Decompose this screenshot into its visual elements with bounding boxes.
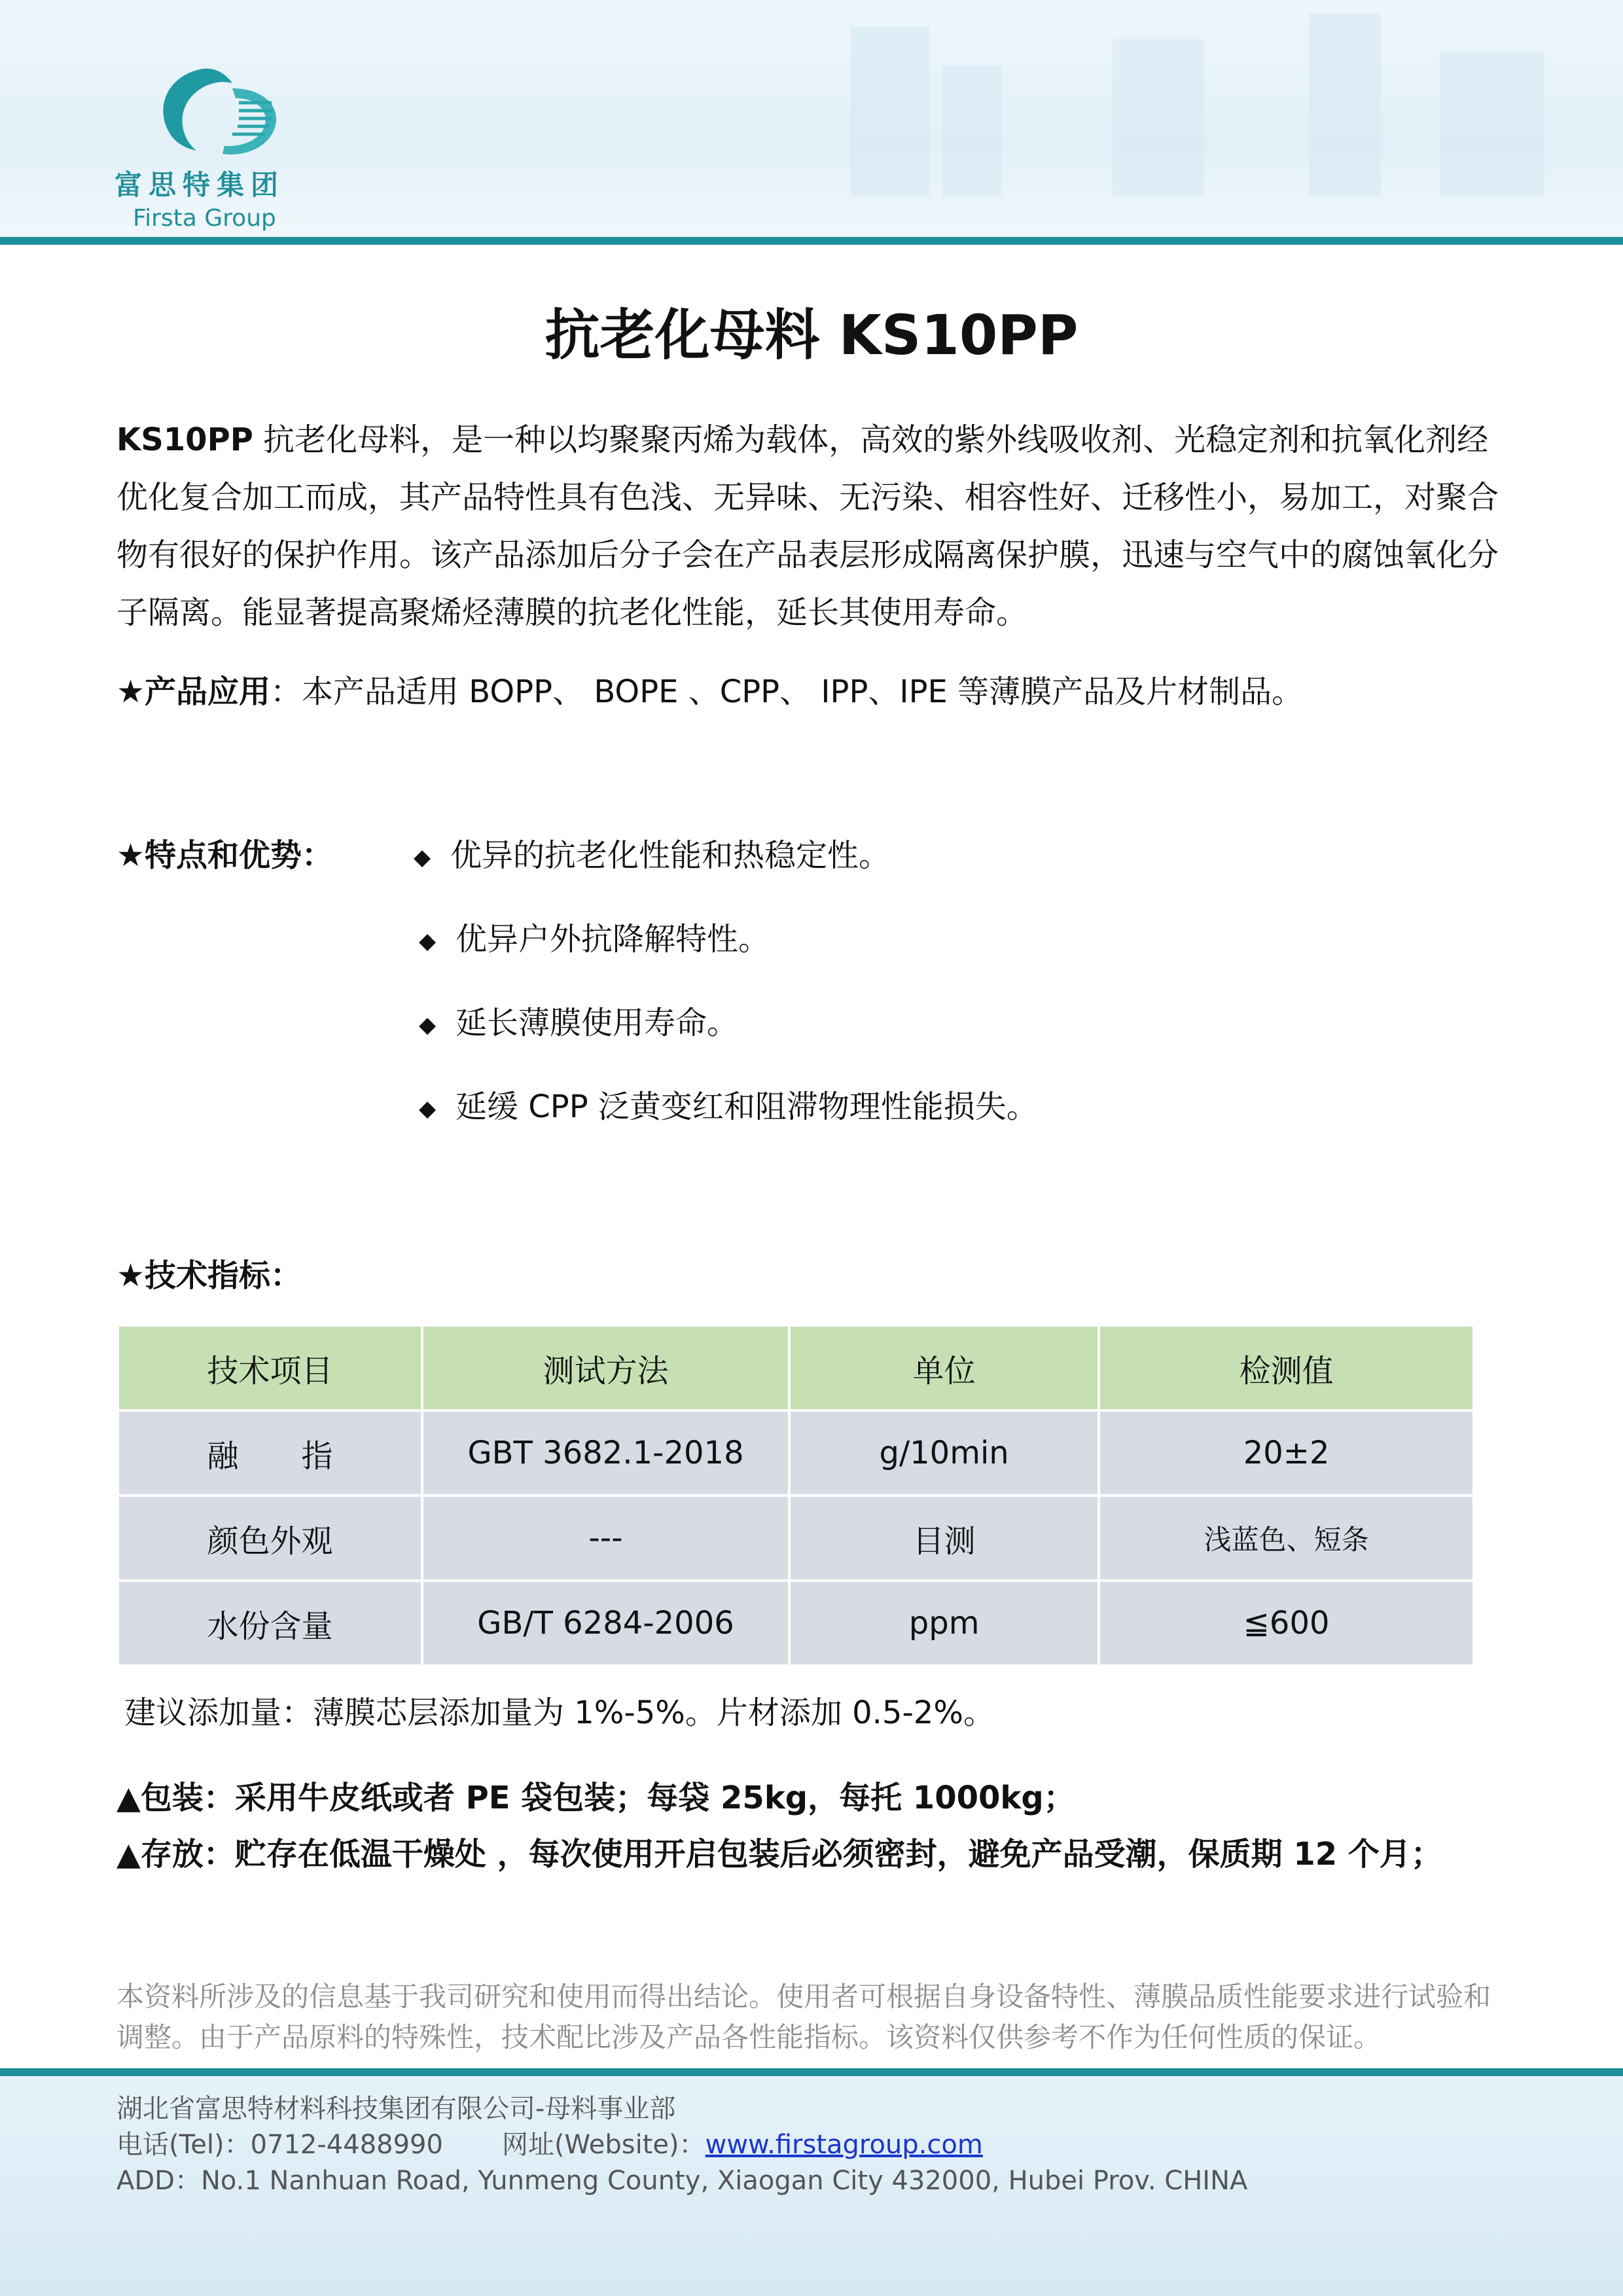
table-cell: 20±2 — [1099, 1410, 1474, 1496]
footer-company: 湖北省富思特材料科技集团有限公司-母料事业部 — [116, 2094, 676, 2124]
disclaimer-text: 本资料所涉及的信息基于我司研究和使用而得出结论。使用者可根据自身设备特性、薄膜品质性能要求进行试验和调整。由于产品原料的特殊性，技术配比涉及产品各性能指标。该资料仅供参考不作为任何性质的保证。 — [116, 1981, 1491, 2053]
logo-chinese-name: 富思特集团 — [115, 169, 285, 201]
diamond-bullet-icon: ◆ — [419, 1012, 437, 1038]
background-building-decoration — [1440, 52, 1544, 196]
product-code: KS10PP — [116, 422, 253, 458]
logo-english-name: Firsta Group — [133, 205, 276, 232]
footer-divider — [0, 2068, 1623, 2076]
dosage-recommendation: 建议添加量：薄膜芯层添加量为 1%-5%。片材添加 0.5-2%。 — [124, 1695, 995, 1731]
column-header: 检测值 — [1099, 1325, 1474, 1410]
features-label: ★特点和优势： — [116, 837, 334, 874]
table-cell: 水份含量 — [118, 1581, 422, 1666]
footer-contact — [116, 2124, 983, 2161]
website-link[interactable]: www.firstagroup.com — [705, 2130, 983, 2160]
table-cell: 颜色外观 — [118, 1496, 422, 1581]
footer-tel: 电话(Tel)：0712-4488990 — [116, 2130, 443, 2160]
firsta-logo-icon — [141, 62, 311, 167]
background-building-decoration — [1309, 13, 1381, 196]
intro-text: 抗老化母料，是一种以均聚聚丙烯为载体，高效的紫外线吸收剂、光稳定剂和抗氧化剂经优化复合加工而成，其产品特性具有色浅、无异味、无污染、相容性好、迁移性小，易加工，对聚合物有很好的保护作用。该产品添加后分子会在产品表层形成隔离保护膜，迅速与空气中的腐蚀氧化分子隔离。能显著提高聚烯烃薄膜的抗老化性能，延长其使用寿命。 — [116, 422, 1499, 631]
spec-table-header — [118, 1325, 1474, 1410]
feature-item: ◆ 延缓 CPP 泛黄变红和阻滞物理性能损失。 — [419, 1088, 1038, 1125]
table-cell: g/10min — [789, 1410, 1099, 1496]
specs-label: ★技术指标： — [116, 1257, 302, 1294]
background-building-decoration — [1113, 39, 1204, 196]
table-row — [118, 1410, 1474, 1496]
background-building-decoration — [851, 26, 929, 196]
diamond-bullet-icon: ◆ — [419, 1096, 437, 1122]
footer-address: ADD：No.1 Nanhuan Road, Yunmeng County, Xiaogan City 432000, Hubei Prov. CHINA — [116, 2166, 1248, 2196]
table-cell: 融 指 — [118, 1410, 422, 1496]
packaging-info: ▲包装：采用牛皮纸或者 PE 袋包装；每袋 25kg，每托 1000kg； — [116, 1780, 1075, 1816]
spec-table — [116, 1324, 1475, 1667]
column-header: 单位 — [789, 1325, 1099, 1410]
table-cell: ≦600 — [1099, 1581, 1474, 1666]
background-building-decoration — [942, 65, 1001, 196]
column-header: 测试方法 — [422, 1325, 789, 1410]
column-header: 技术项目 — [118, 1325, 422, 1410]
table-row — [118, 1496, 1474, 1581]
company-logo — [115, 62, 317, 239]
diamond-bullet-icon: ◆ — [414, 844, 431, 870]
diamond-bullet-icon: ◆ — [419, 928, 437, 954]
header-divider — [0, 237, 1623, 245]
page-header — [0, 0, 1623, 242]
table-row — [118, 1581, 1474, 1666]
storage-info: ▲存放：贮存在低温干燥处 ，每次使用开启包装后必须密封，避免产品受潮，保质期 12 个月； — [116, 1836, 1442, 1873]
application-line — [116, 666, 1303, 711]
application-text: ：本产品适用 BOPP、 BOPE 、CPP、 IPP、IPE 等薄膜产品及片材制品。 — [270, 673, 1304, 710]
table-cell: GB/T 6284-2006 — [422, 1581, 789, 1666]
application-label: ★产品应用 — [116, 673, 271, 710]
table-cell: ppm — [789, 1581, 1099, 1666]
table-cell: 目测 — [789, 1496, 1099, 1581]
feature-item: ◆ 优异户外抗降解特性。 — [419, 921, 770, 958]
table-cell: 浅蓝色、短条 — [1099, 1496, 1474, 1581]
page-title: 抗老化母料 KS10PP — [544, 303, 1079, 367]
feature-item: ◆ 优异的抗老化性能和热稳定性。 — [414, 837, 891, 874]
feature-item: ◆ 延长薄膜使用寿命。 — [419, 1005, 739, 1041]
footer-web-label: 网址(Website)： — [501, 2130, 705, 2160]
table-cell: --- — [422, 1496, 789, 1581]
table-cell: GBT 3682.1-2018 — [422, 1410, 789, 1496]
intro-paragraph — [116, 411, 1504, 641]
